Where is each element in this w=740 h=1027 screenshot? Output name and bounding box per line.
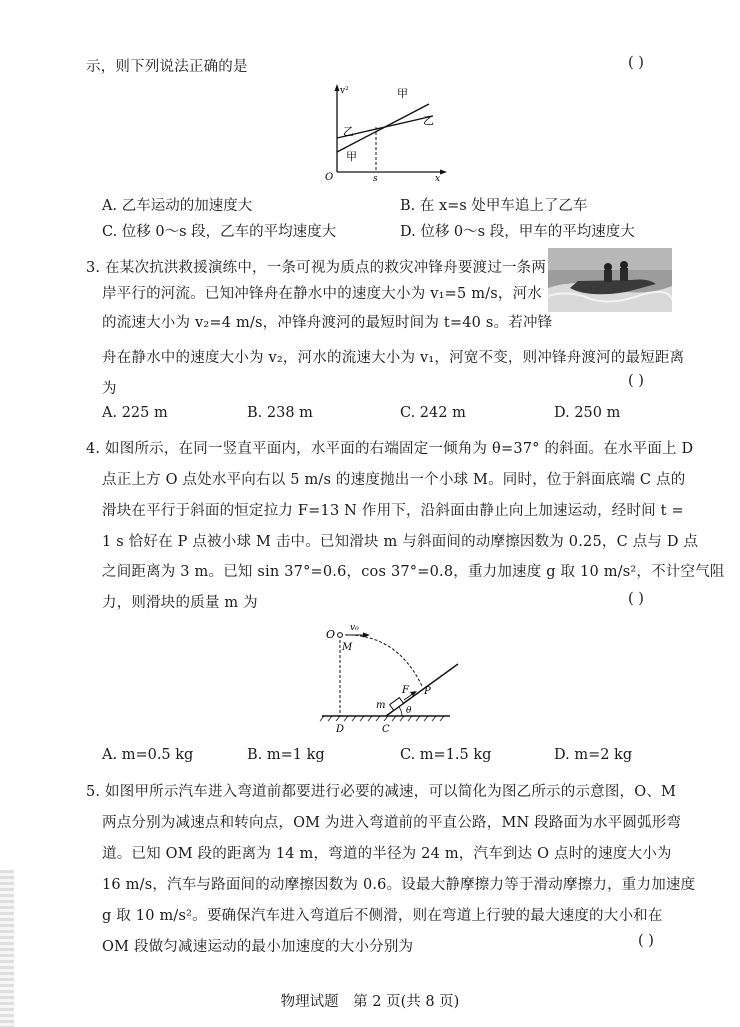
q4-line-6: 力，则滑块的质量 m 为 (102, 595, 258, 611)
q2-stem-tail: 示，则下列说法正确的是 (86, 59, 248, 75)
jia-label-top: 甲 (397, 87, 408, 100)
jia-label-left: 甲 (346, 150, 357, 163)
q5-line-3: 道。已知 OM 段的距离为 14 m，弯道的半径为 24 m，汽车到达 O 点时的速度大小为 (102, 846, 672, 862)
q2-v2-x-graph (315, 80, 450, 182)
q2-option-a[interactable]: A. 乙车运动的加速度大 (102, 198, 253, 214)
q4-option-b[interactable]: B. m=1 kg (247, 747, 325, 763)
q3-line-2: 岸平行的河流。已知冲锋舟在静水中的速度大小为 v₁=5 m/s，河水 (102, 286, 542, 302)
q2-option-b[interactable]: B. 在 x=s 处甲车追上了乙车 (400, 198, 588, 214)
q3-line-4: 舟在静水中的速度大小为 v₂，河水的流速大小为 v₁，河宽不变，则冲锋舟渡河的最短距离 (102, 350, 685, 366)
q3-option-c[interactable]: C. 242 m (400, 405, 466, 421)
label-F: F (402, 685, 409, 696)
y-axis-label: v² (340, 86, 349, 96)
label-v0: v₀ (350, 623, 359, 633)
q4-line-2: 点正上方 O 点处水平向右以 5 m/s 的速度抛出一个小球 M。同时，位于斜面底端 C 点的 (102, 472, 686, 488)
label-C: C (382, 724, 390, 735)
q3-line-1: 3. 在某次抗洪救援演练中，一条可视为质点的救灾冲锋舟要渡过一条两 (86, 260, 547, 276)
label-m: m (376, 700, 386, 711)
q3-option-d[interactable]: D. 250 m (554, 405, 621, 421)
label-theta: θ (406, 706, 412, 716)
page-footer: 物理试题 第 2 页(共 8 页) (280, 994, 460, 1010)
q4-line-4: 1 s 恰好在 P 点被小球 M 击中。已知滑块 m 与斜面间的动摩擦因数为 0.25，C 点与 D 点 (102, 534, 699, 550)
q4-option-d[interactable]: D. m=2 kg (554, 747, 633, 763)
q5-line-5: g 取 10 m/s²。要确保汽车进入弯道后不侧滑，则在弯道上行驶的最大速度的大小和在 (102, 908, 663, 924)
q5-line-1: 5. 如图甲所示汽车进入弯道前都要进行必要的减速，可以简化为图乙所示的示意图，O、M (86, 784, 677, 800)
q2-option-d[interactable]: D. 位移 0～s 段，甲车的平均速度大 (400, 224, 635, 240)
yi-label-left: 乙 (343, 125, 354, 138)
rescue-boat-photo (548, 248, 672, 312)
q4-line-5: 之间距离为 3 m。已知 sin 37°=0.6，cos 37°=0.8，重力加速度 g 取 10 m/s²，不计空气阻 (102, 564, 725, 580)
q3-answer-paren: ( ) (628, 373, 644, 389)
q4-line-1: 4. 如图所示，在同一竖直平面内，水平面的右端固定一倾角为 θ=37° 的斜面。在水平面上 D (86, 441, 694, 457)
q4-line-3: 滑块在平行于斜面的恒定拉力 F=13 N 作用下，沿斜面由静止向上加速运动，经时间 t = (102, 503, 684, 519)
q4-answer-paren: ( ) (628, 591, 644, 607)
label-M: M (342, 642, 353, 653)
label-D: D (336, 724, 345, 735)
q4-option-a[interactable]: A. m=0.5 kg (102, 747, 194, 763)
label-O: O (326, 628, 336, 641)
s-label: s (373, 174, 378, 182)
q5-line-2: 两点分别为减速点和转向点，OM 为进入弯道前的平直公路，MN 段路面为水平圆弧形弯 (102, 815, 682, 831)
q3-line-3: 的流速大小为 v₂=4 m/s，冲锋舟渡河的最短时间为 t=40 s。若冲锋 (102, 315, 553, 331)
q3-option-a[interactable]: A. 225 m (102, 405, 168, 421)
yi-label-right: 乙 (423, 114, 434, 127)
q2-answer-paren: ( ) (628, 55, 644, 71)
q2-option-c[interactable]: C. 位移 0～s 段，乙车的平均速度大 (102, 224, 337, 240)
q4-projectile-figure (318, 618, 468, 736)
x-axis-label: x (435, 174, 441, 182)
q4-option-c[interactable]: C. m=1.5 kg (400, 747, 492, 763)
origin-label: O (325, 172, 334, 182)
q3-option-b[interactable]: B. 238 m (247, 405, 313, 421)
q5-line-6: OM 段做匀减速运动的最小加速度的大小分别为 (102, 939, 414, 955)
q3-line-5: 为 (102, 381, 117, 397)
q5-line-4: 16 m/s，汽车与路面间的动摩擦因数为 0.6。设最大静摩擦力等于滑动摩擦力，重力加速度 (102, 877, 696, 893)
q5-answer-paren: ( ) (638, 933, 654, 949)
label-P: P (424, 686, 431, 697)
